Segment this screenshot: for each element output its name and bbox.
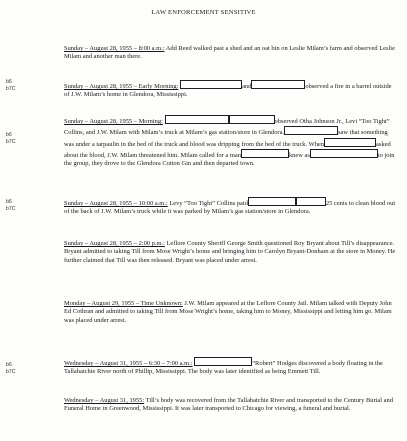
redaction-box (229, 115, 275, 124)
margin-note-2 (6, 132, 16, 145)
document-header: LAW ENFORCEMENT SENSITIVE (151, 9, 256, 16)
margin-note-1 (6, 79, 16, 92)
timeline-entry (64, 197, 397, 217)
redaction-box (248, 197, 296, 206)
margin-code: b6 (6, 79, 12, 85)
margin-note-3 (6, 199, 16, 212)
entry-text: “Robert” Hodges discovered a body floating in the Tallahatchie River north of Phillip, Mississippi. The body was later identified as being Emmett Till. (64, 360, 383, 376)
redaction-box (324, 138, 376, 147)
entry-text: observed Otha Johnson Jr., Levi “Too Tight” Collins, and J.W. Milam with Milam’s truck at Milam’s gas station/store in Glendora. (64, 118, 390, 137)
margin-note-4 (6, 362, 16, 375)
entry-text: Till’s body was recovered from the Tallahatchie River and transported to the Century Burial and Funeral Home in Greenwood, Mississippi. It was later transported to Chicago for viewing, a funeral and burial. (64, 397, 393, 413)
entry-text: observed a fire in a barrel outside of J.W. Milam’s home in Glendora, Mississippi. (64, 83, 392, 99)
entry-text: knew as (288, 151, 310, 159)
timeline-entry (64, 397, 397, 414)
entry-text: asked about the blood, J.W. Milam threatened him. Milam called for a man (64, 140, 391, 159)
redaction-box (310, 149, 378, 158)
timeline-entry (64, 45, 397, 62)
margin-code: b6 (6, 132, 12, 138)
entry-text: Levy “Too Tight” Collins paid (167, 200, 248, 207)
redaction-box (241, 149, 289, 158)
margin-code: b7C (6, 205, 16, 212)
redaction-box (165, 115, 229, 124)
entry-date: Sunday – August 28, 1955 – 10:00 a.m.: (64, 200, 168, 207)
entry-date: Wednesday – August 31, 1955 – 6:30 – 7:00 a.m.: (64, 360, 193, 367)
entry-date: Monday – August 29, 1955 – Time Unknown: (64, 300, 183, 307)
redaction-box (180, 80, 242, 89)
entry-text: 25 cents to clean blood out of the back of J.W. Milam’s truck while it was parked by Milam’s gas station/store in Glendora. (64, 200, 396, 216)
entry-date: Sunday – August 28, 1955 – 2:00 p.m.: (64, 240, 165, 247)
entry-text: saw that something was under a tarpaulin in the bed of the truck and blood was dripping from the bed of the truck. When (64, 129, 388, 148)
timeline-entry (64, 357, 397, 377)
timeline-entry (64, 240, 397, 265)
margin-code: b7C (6, 368, 16, 375)
entry-text: J.W. Milam appeared at the Leflore County Jail. Milam talked with Deputy John Ed Cothran and admitted to taking Till from Mose Wright’s home, taking him to Money, Mississippi and letting him go. Milam was placed under arrest. (64, 300, 392, 324)
entry-text: Add Reed walked past a shed and an oat bin on Leslie Milam’s farm and observed Leslie Milam and another man there. (64, 45, 395, 61)
entry-date: Sunday – August 28, 1955 – Morning: (64, 118, 163, 125)
redaction-box (251, 80, 305, 89)
entry-date: Sunday – August 28, 1955 – Early Morning: (64, 83, 179, 90)
entry-text: and (242, 83, 252, 90)
timeline-entry (64, 115, 397, 168)
redaction-box (296, 197, 326, 206)
entry-text: Leflore County Sheriff George Smith questioned Roy Bryant about Till’s disappearance. Bryant admitted to taking Till from Mose Wright’s home and bringing him to Carolyn Bryant-Donham at the store in Money. He further claimed that Till was then released. Bryant was placed under arrest. (64, 240, 396, 264)
timeline-entry (64, 300, 397, 325)
redaction-box (284, 126, 338, 135)
timeline-entry (64, 80, 397, 100)
margin-code: b7C (6, 138, 16, 145)
margin-code: b6 (6, 362, 12, 368)
entry-text: to join the group, they drove to the Glendora Cotton Gin and then departed town. (64, 151, 395, 168)
entry-date: Wednesday – August 31, 1955: (64, 397, 145, 404)
entry-date: Sunday – August 28, 1955 – 8:00 a.m.: (64, 45, 165, 52)
margin-code: b7C (6, 85, 16, 92)
redaction-box (194, 357, 252, 366)
margin-code: b6 (6, 199, 12, 205)
